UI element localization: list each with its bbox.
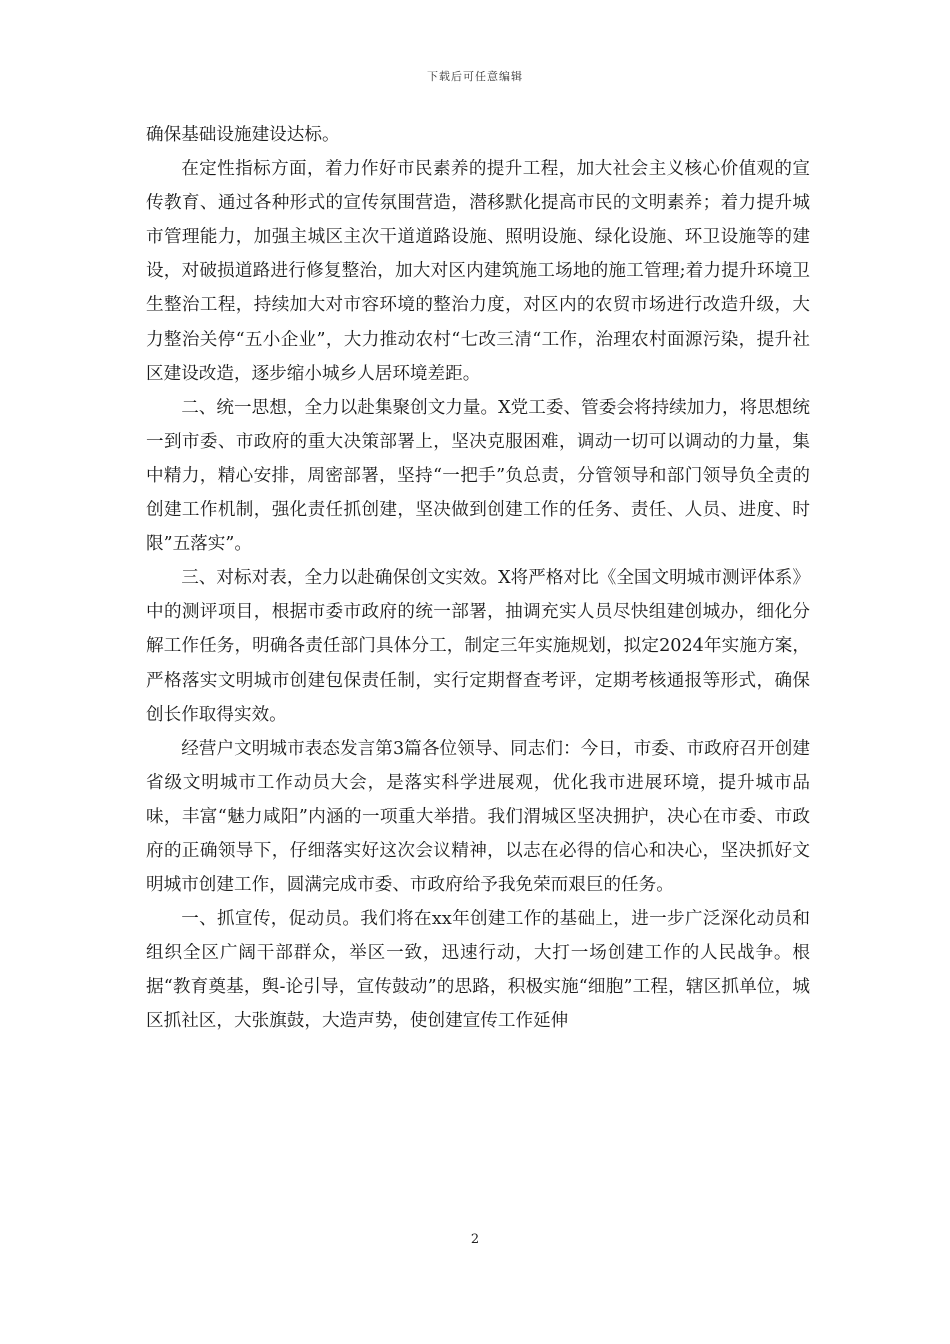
page-number: 2 — [470, 1232, 480, 1247]
paragraph: 在定性指标方面，着力作好市民素养的提升工程，加大社会主义核心价值观的宣传教育、通过各种形式的宣传氛围营造，潜移默化提高市民的文明素养；着力提升城市管理能力，加强主城区主次干道道路设施、照明设施、绿化设施、环卫设施等的建设，对破损道路进行修复整治，加大对区内建筑施工场地的施工管理;着力提升环境卫生整治工程，持续加大对市容环境的整治力度，对区内的农贸市场进行改造升级，大力整治关停“五小企业”，大力推动农村“七改三清“工作，治理农村面源污染，提升社区建设改造，逐步缩小城乡人居环境差距。 — [146, 159, 810, 384]
document-body — [146, 118, 810, 1039]
paragraph: 三、对标对表，全力以赴确保创文实效。X将严格对比《全国文明城市测评体系》中的测评项目，根据市委市政府的统一部署，抽调充实人员尽快组建创城办，细化分解工作任务，明确各责任部门具体分工，制定三年实施规划，拟定2024年实施方案，严格落实文明城市创建包保责任制，实行定期督查考评，定期考核通报等形式，确保创长作取得实效。 — [146, 568, 810, 725]
paragraph: 一、抓宣传，促动员。我们将在xx年创建工作的基础上，进一步广泛深化动员和组织全区广阔干部群众，举区一致，迅速行动，大打一场创建工作的人民战争。根据“教育奠基，舆-论引导，宣传鼓动”的思路，积极实施“细胞”工程，辖区抓单位，城区抓社区，大张旗鼓，大造声势，使创建宣传工作延伸 — [146, 909, 810, 1032]
page-header: 下载后可任意编辑 — [427, 70, 523, 83]
paragraph: 经营户文明城市表态发言第3篇各位领导、同志们：今日，市委、市政府召开创建省级文明城市工作动员大会，是落实科学进展观，优化我市进展环境，提升城市品味，丰富“魅力咸阳”内涵的一项重大举措。我们渭城区坚决拥护，决心在市委、市政府的正确领导下，仔细落实好这次会议精神，以志在必得的信心和决心，坚决抓好文明城市创建工作，圆满完成市委、市政府给予我免荣而艰巨的任务。 — [146, 738, 810, 896]
paragraph: 二、统一思想，全力以赴集聚创文力量。X党工委、管委会将持续加力，将思想统一到市委、市政府的重大决策部署上，坚决克服困难，调动一切可以调动的力量，集中精力，精心安排，周密部署，坚持“一把手”负总责，分管领导和部门领导负全责的创建工作机制，强化责任抓创建，坚决做到创建工作的任务、责任、人员、进度、时限”五落实”。 — [146, 397, 810, 555]
paragraph: 确保基础设施建设达标。 — [146, 125, 340, 145]
